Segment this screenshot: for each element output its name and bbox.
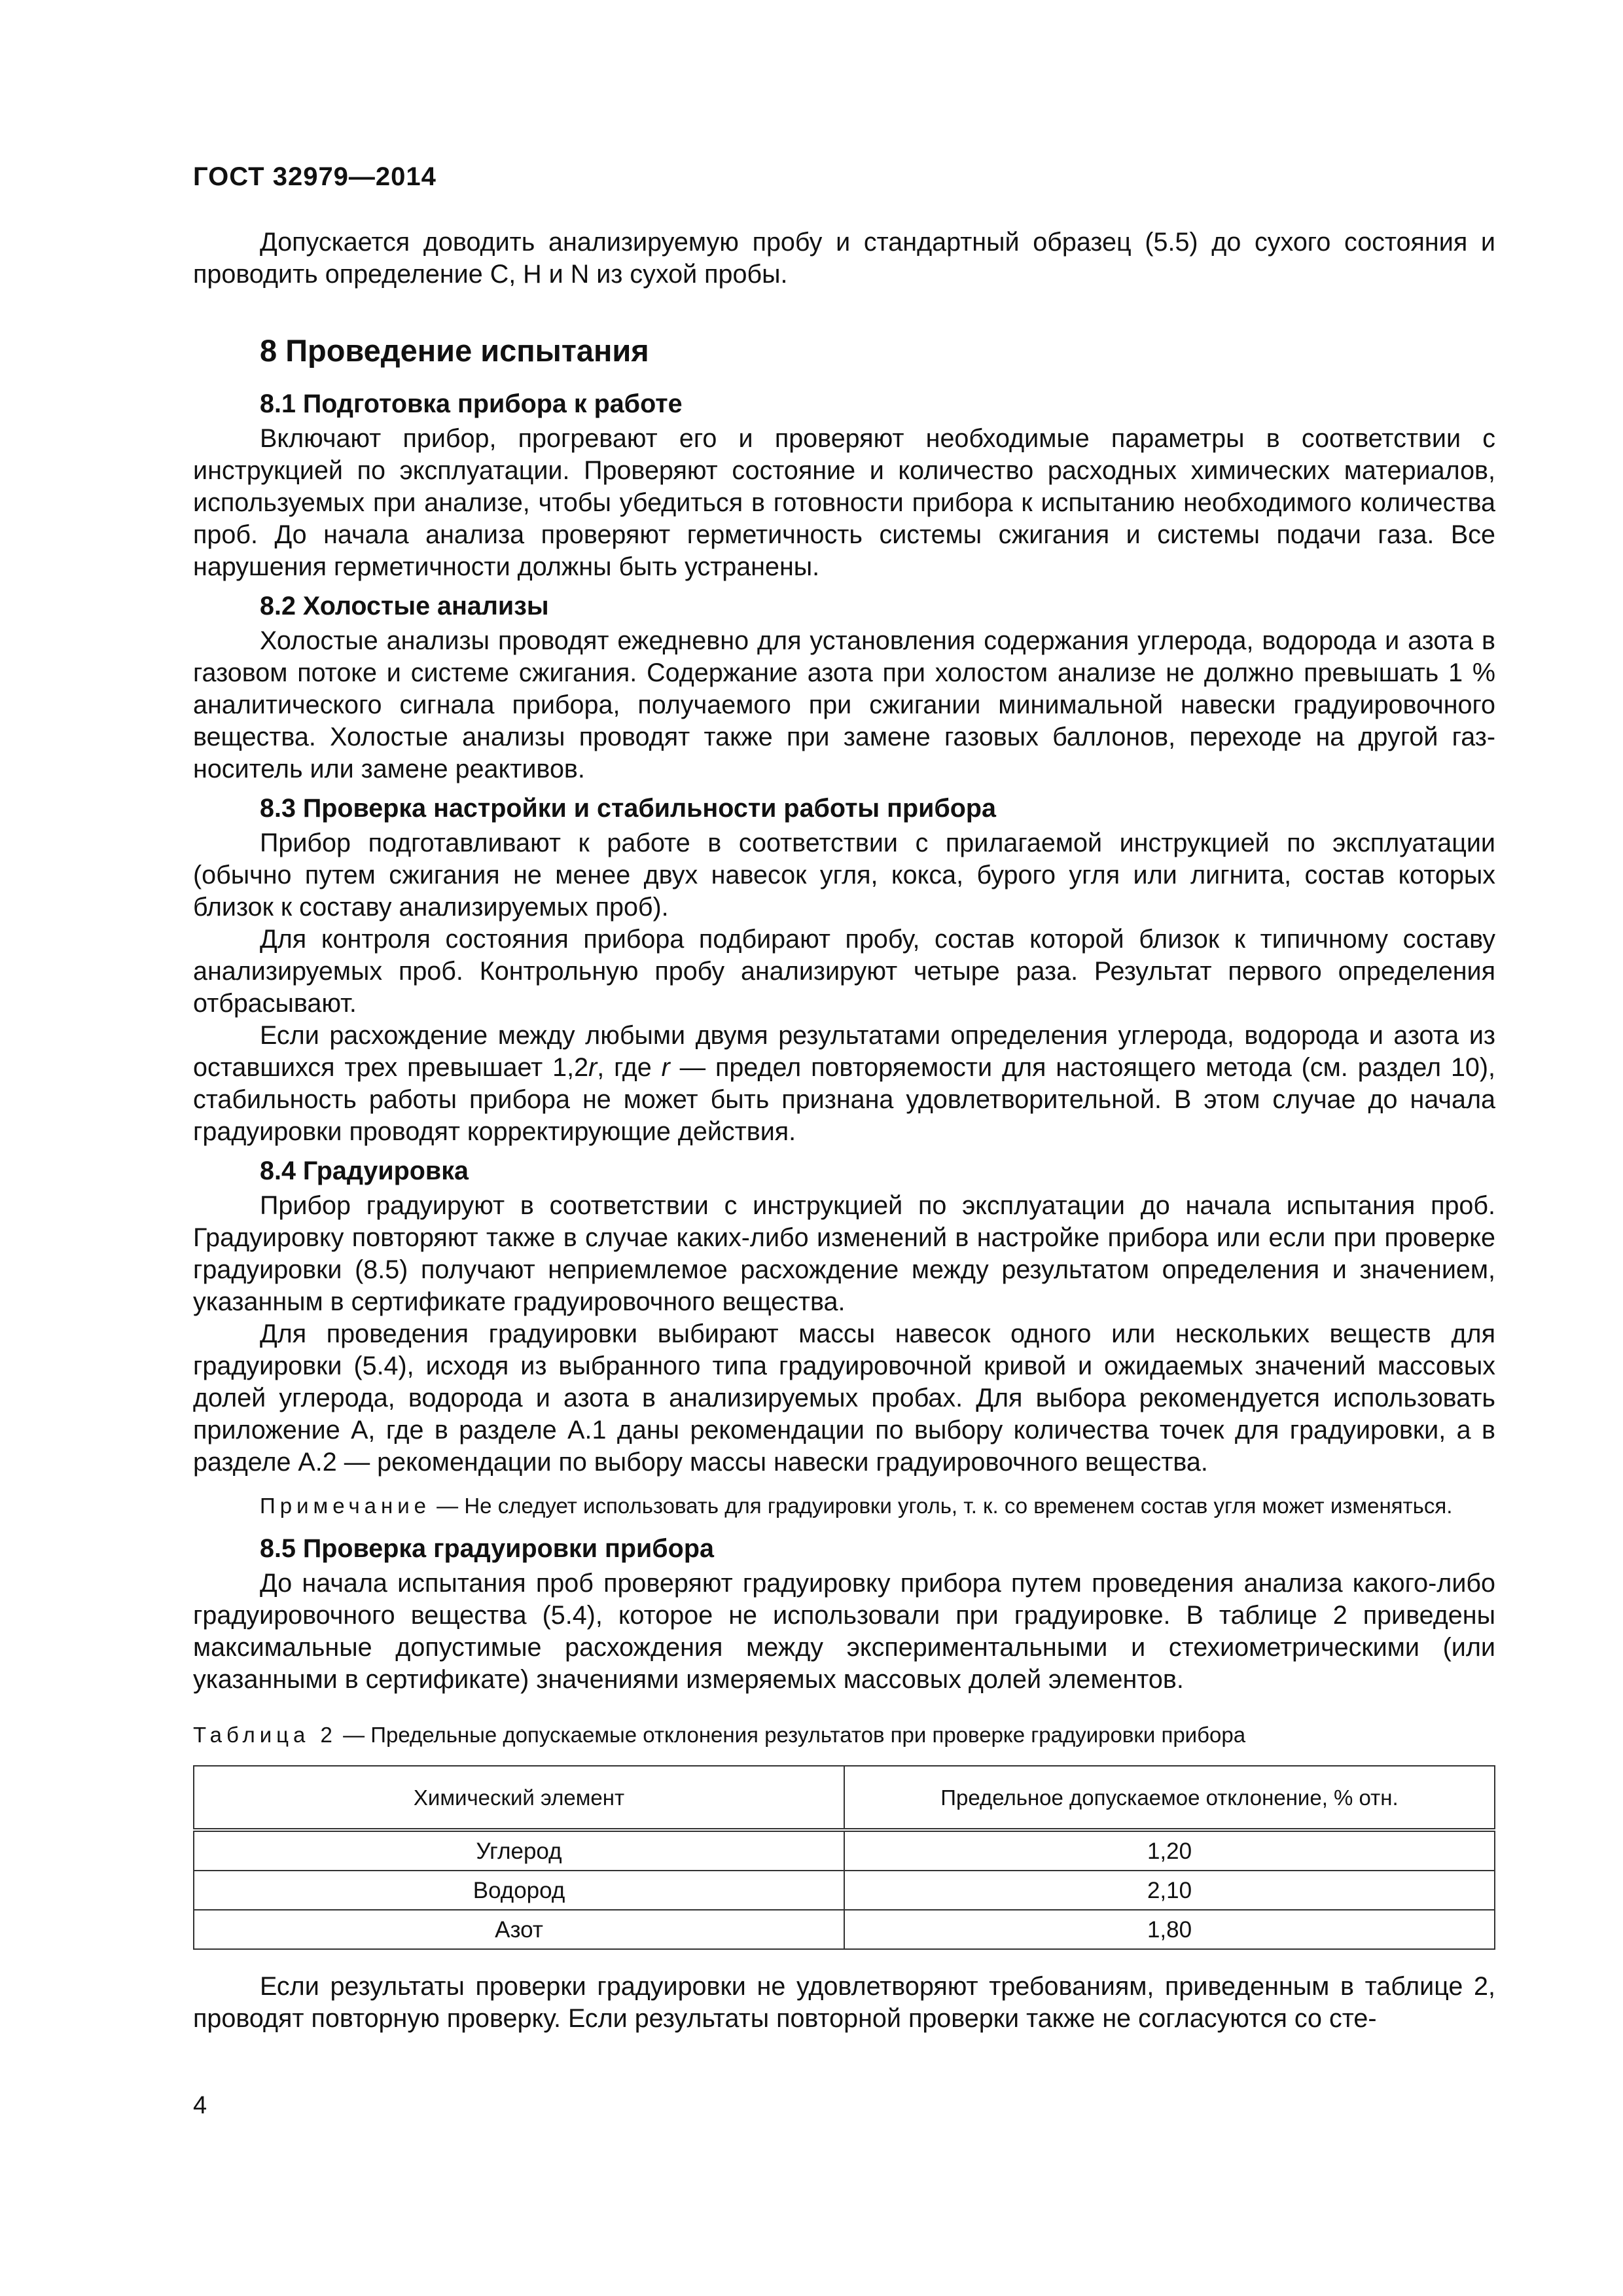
- table-cell-element: Углерод: [194, 1830, 844, 1871]
- note-label: Примечание: [260, 1494, 431, 1518]
- text-run: , где: [597, 1053, 662, 1082]
- symbol-r: r: [588, 1053, 597, 1082]
- document-header: ГОСТ 32979—2014: [193, 162, 437, 191]
- document-body: [193, 226, 1495, 2035]
- table-header-row: [194, 1766, 1495, 1830]
- intro-paragraph: Допускается доводить анализируемую пробу и стандартный образец (5.5) до сухого состояния и проводить определение C, H и N из сухой пробы.: [193, 228, 1495, 289]
- section-8-5-title: 8.5 Проверка градуировки прибора: [260, 1534, 714, 1563]
- table-cell-value: 1,80: [844, 1910, 1495, 1949]
- table-row: [194, 1910, 1495, 1949]
- section-8-title: 8 Проведение испытания: [260, 333, 649, 368]
- page-number: 4: [193, 2092, 207, 2119]
- table-caption: [193, 1721, 1495, 1749]
- section-8-5-paragraph: До начала испытания проб проверяют градуировку прибора путем проведения анализа какого-либо градуировочного вещества (5.4), которое не использовали при градуировке. В таблице 2 приведены максимальные допустимые расхождения между экспериментальными и стехиометрическими (или указанными в сертификате) значениями измеряемых массовых долей элементов.: [193, 1569, 1495, 1694]
- symbol-r: r: [661, 1053, 670, 1082]
- section-8-4-paragraph-2: Для проведения градуировки выбирают массы навесок одного или нескольких веществ для градуировки (5.4), исходя из выбранного типа градуировочной кривой и ожидаемых значений массовых долей углерода, водорода и азота в анализируемых пробах. Для выбора рекомендуется использовать приложение А, где в разделе А.1 даны рекомендации по выбору количества точек для градуировки, а в разделе А.2 — рекомендации по выбору массы навески градуировочного вещества.: [193, 1319, 1495, 1477]
- deviation-table: [193, 1765, 1495, 1950]
- section-8-2-title: 8.2 Холостые анализы: [260, 592, 549, 620]
- section-8-3-paragraph-2: Для контроля состояния прибора подбирают пробу, состав которой близок к типичному составу анализируемых проб. Контрольную пробу анализируют четыре раза. Результат первого определения отбрасывают.: [193, 925, 1495, 1018]
- table-row: [194, 1830, 1495, 1871]
- section-8-3-paragraph-1: Прибор подготавливают к работе в соответствии с прилагаемой инструкцией по эксплуатации (обычно путем сжигания не менее двух навесок угля, кокса, бурого угля или лигнита, состав которых близок к составу анализируемых проб).: [193, 829, 1495, 922]
- note: [193, 1492, 1495, 1520]
- note-text: — Не следует использовать для градуировки уголь, т. к. со временем состав угля может изменяться.: [431, 1494, 1453, 1518]
- section-8-3-title: 8.3 Проверка настройки и стабильности работы прибора: [260, 794, 997, 823]
- text-run: — предел повторяемости для настоящего метода (см. раздел 10), стабильность работы прибора не может быть признана удовлетворительной. В этом случае до начала градуировки проводят корректирующие действия.: [193, 1053, 1496, 1146]
- section-8-3-paragraph-3: [193, 1020, 1495, 1148]
- section-8-1-title: 8.1 Подготовка прибора к работе: [260, 389, 683, 418]
- closing-paragraph: Если результаты проверки градуировки не удовлетворяют требованиям, приведенным в таблице 2, проводят повторную проверку. Если результаты повторной проверки также не согласуются со сте-: [193, 1972, 1495, 2033]
- table-header-deviation: Предельное допускаемое отклонение, % отн.: [844, 1766, 1495, 1830]
- table-cell-element: Азот: [194, 1910, 844, 1949]
- section-8-1-paragraph: Включают прибор, прогревают его и проверяют необходимые параметры в соответствии с инструкцией по эксплуатации. Проверяют состояние и количество расходных химических материалов, используемых при анализе, чтобы убедиться в готовности прибора к испытанию необходимого количества проб. До начала анализа проверяют герметичность системы сжигания и системы подачи газа. Все нарушения герметичности должны быть устранены.: [193, 424, 1495, 581]
- section-8-4-title: 8.4 Градуировка: [260, 1157, 469, 1185]
- table-cell-value: 1,20: [844, 1830, 1495, 1871]
- table-cell-element: Водород: [194, 1871, 844, 1910]
- section-8-2-paragraph: Холостые анализы проводят ежедневно для установления содержания углерода, водорода и азота в газовом потоке и системе сжигания. Содержание азота при холостом анализе не должно превышать 1 % аналитического сигнала прибора, получаемого при сжигании минимальной навески градуировочного вещества. Холостые анализы проводят также при замене газовых баллонов, переходе на другой газ-носитель или замене реактивов.: [193, 626, 1495, 783]
- table-header-element: Химический элемент: [194, 1766, 844, 1830]
- section-8-4-paragraph-1: Прибор градуируют в соответствии с инструкцией по эксплуатации до начала испытания проб. Градуировку повторяют также в случае каких-либо изменений в настройке прибора или если при проверке градуировки (8.5) получают неприемлемое расхождение между результатом определения и значением, указанным в сертификате градуировочного вещества.: [193, 1191, 1495, 1316]
- table-cell-value: 2,10: [844, 1871, 1495, 1910]
- table-row: [194, 1871, 1495, 1910]
- table-caption-label: Таблица 2: [193, 1723, 337, 1747]
- table-caption-text: — Предельные допускаемые отклонения результатов при проверке градуировки прибора: [336, 1723, 1246, 1747]
- text-run: Если расхождение между любыми двумя результатами определения углерода, водорода и азота из оставшихся трех превышает 1,2: [193, 1021, 1495, 1082]
